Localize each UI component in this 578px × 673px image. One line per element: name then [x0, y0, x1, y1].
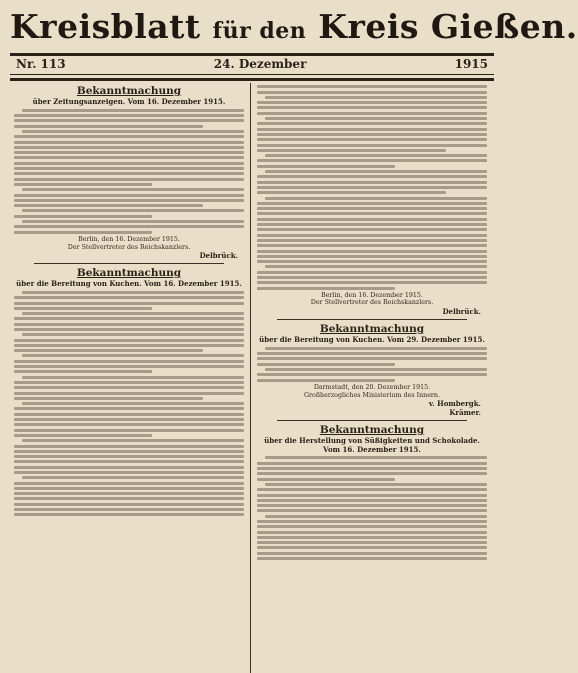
- illegible-text-line: [257, 357, 487, 360]
- notice-title: Bekanntmachung: [319, 424, 425, 437]
- illegible-text-line: [22, 220, 244, 223]
- signature-name: Delbrück.: [442, 307, 481, 317]
- illegible-text-line: [14, 162, 244, 165]
- illegible-text-line: [257, 478, 395, 481]
- illegible-text-line: [14, 471, 244, 474]
- illegible-text-line: [14, 317, 244, 320]
- illegible-text-line: [257, 133, 487, 136]
- masthead-title-main: Kreisblatt: [10, 7, 201, 46]
- illegible-text-line: [265, 197, 487, 200]
- illegible-text-line: [257, 260, 487, 263]
- illegible-text-line: [14, 397, 203, 400]
- notice-separator: [277, 420, 467, 421]
- right-column: [253, 83, 491, 673]
- illegible-text-line: [257, 373, 487, 376]
- illegible-text-line: [257, 281, 487, 284]
- illegible-text-line: [265, 170, 487, 173]
- illegible-text-line: [22, 209, 244, 212]
- signature-place-date: Berlin, den 16. Dezember 1915.: [321, 291, 423, 299]
- illegible-text-line: [257, 186, 487, 189]
- illegible-text-line: [14, 141, 244, 144]
- illegible-text-line: [22, 376, 244, 379]
- illegible-text-line: [257, 352, 487, 355]
- illegible-text-line: [265, 265, 487, 268]
- signature-name: v. Hombergk.: [428, 399, 481, 409]
- illegible-text-line: [14, 135, 244, 138]
- illegible-text-line: [14, 215, 152, 218]
- illegible-text-line: [265, 515, 487, 518]
- illegible-text-line: [257, 239, 487, 242]
- illegible-text-line: [257, 379, 395, 382]
- illegible-text-line: [257, 234, 487, 237]
- illegible-text-line: [257, 212, 487, 215]
- illegible-text-line: [22, 109, 244, 112]
- illegible-text-line: [257, 531, 487, 534]
- illegible-text-line: [257, 504, 487, 507]
- notice-separator: [277, 319, 467, 320]
- illegible-text-line: [14, 429, 244, 432]
- issue-date: 24. Dezember: [213, 57, 307, 71]
- illegible-text-line: [265, 483, 487, 486]
- illegible-text-line: [257, 175, 487, 178]
- column-divider: [250, 83, 251, 673]
- illegible-text-line: [257, 525, 487, 528]
- illegible-text-line: [14, 231, 152, 234]
- issue-year: 1915: [454, 57, 488, 71]
- illegible-text-line: [257, 472, 487, 475]
- illegible-text-line: [14, 381, 244, 384]
- illegible-text-line: [14, 487, 244, 490]
- illegible-text-line: [257, 101, 487, 104]
- illegible-text-line: [257, 509, 487, 512]
- illegible-text-line: [14, 482, 244, 485]
- illegible-text-line: [257, 112, 487, 115]
- illegible-text-line: [22, 439, 244, 442]
- illegible-text-line: [257, 223, 487, 226]
- illegible-text-line: [14, 199, 244, 202]
- issue-line: [10, 56, 494, 72]
- illegible-text-line: [257, 255, 487, 258]
- signature-name: Delbrück.: [199, 251, 238, 261]
- illegible-text-line: [14, 156, 244, 159]
- illegible-text-line: [257, 462, 487, 465]
- illegible-text-line: [22, 402, 244, 405]
- illegible-text-line: [14, 307, 152, 310]
- illegible-text-line: [14, 302, 244, 305]
- notice-body: [14, 109, 244, 234]
- illegible-text-line: [14, 151, 244, 154]
- illegible-text-line: [14, 423, 244, 426]
- signature-place-date: Darmstadt, den 20. Dezember 1915.: [313, 383, 431, 391]
- illegible-text-line: [14, 344, 244, 347]
- issue-number: Nr. 113: [16, 57, 66, 71]
- masthead-title-small: für den: [212, 18, 307, 44]
- signature-role: Der Stellvertreter des Reichskanzlers.: [67, 243, 191, 251]
- illegible-text-line: [257, 202, 487, 205]
- illegible-text-line: [257, 244, 487, 247]
- illegible-text-line: [14, 450, 244, 453]
- notice-title: Bekanntmachung: [76, 267, 182, 280]
- illegible-text-line: [257, 276, 487, 279]
- illegible-text-line: [14, 407, 244, 410]
- illegible-text-line: [257, 144, 487, 147]
- illegible-text-line: [14, 114, 244, 117]
- illegible-text-line: [257, 536, 487, 539]
- illegible-text-line: [257, 552, 487, 555]
- illegible-text-line: [14, 445, 244, 448]
- illegible-text-line: [257, 546, 487, 549]
- illegible-text-line: [14, 183, 152, 186]
- illegible-text-line: [257, 271, 487, 274]
- signature-role: Großherzogliches Ministerium des Innern.: [304, 391, 440, 399]
- illegible-text-line: [257, 165, 395, 168]
- illegible-text-line: [14, 392, 244, 395]
- illegible-text-line: [257, 191, 446, 194]
- signature-place-date: Berlin, den 16. Dezember 1915.: [78, 235, 180, 243]
- notice-heading: über die Bereitung von Kuchen. Vom 16. Dezember 1915.: [16, 279, 242, 289]
- illegible-text-line: [14, 323, 244, 326]
- illegible-text-line: [22, 130, 244, 133]
- illegible-text-line: [257, 128, 487, 131]
- illegible-text-line: [14, 508, 244, 511]
- illegible-text-line: [265, 117, 487, 120]
- illegible-text-line: [257, 488, 487, 491]
- illegible-text-line: [14, 225, 244, 228]
- illegible-text-line: [257, 520, 487, 523]
- illegible-text-line: [22, 312, 244, 315]
- illegible-text-line: [14, 349, 203, 352]
- illegible-text-line: [14, 194, 244, 197]
- illegible-text-line: [257, 85, 487, 88]
- signature-role: Der Stellvertreter des Reichskanzlers.: [310, 299, 434, 307]
- illegible-text-line: [257, 541, 487, 544]
- masthead: [10, 7, 578, 50]
- notice-body: [14, 291, 244, 516]
- issue-rule-top: [10, 74, 494, 75]
- illegible-text-line: [14, 365, 244, 368]
- illegible-text-line: [22, 291, 244, 294]
- illegible-text-line: [14, 455, 244, 458]
- illegible-text-line: [14, 513, 244, 516]
- illegible-text-line: [14, 296, 244, 299]
- illegible-text-line: [257, 159, 487, 162]
- signature-name-secondary: Krämer.: [449, 408, 481, 418]
- illegible-text-line: [14, 204, 203, 207]
- notice-heading: über die Herstellung von Süßigkeiten und Schokolade. Vom 16. Dezember 1915.: [264, 436, 480, 454]
- illegible-text-line: [257, 499, 487, 502]
- illegible-text-line: [14, 328, 244, 331]
- illegible-text-line: [14, 492, 244, 495]
- illegible-text-line: [257, 557, 487, 560]
- notice-heading: über die Bereitung von Kuchen. Vom 29. Dezember 1915.: [259, 335, 485, 345]
- illegible-text-line: [265, 96, 487, 99]
- illegible-text-line: [14, 503, 244, 506]
- notice-separator: [34, 263, 224, 264]
- illegible-text-line: [257, 91, 487, 94]
- illegible-text-line: [257, 228, 487, 231]
- illegible-text-line: [14, 497, 244, 500]
- illegible-text-line: [265, 368, 487, 371]
- illegible-text-line: [14, 434, 152, 437]
- illegible-text-line: [14, 460, 244, 463]
- illegible-text-line: [257, 363, 395, 366]
- illegible-text-line: [22, 188, 244, 191]
- illegible-text-line: [14, 172, 244, 175]
- issue-rule-bottom: [10, 78, 494, 81]
- illegible-text-line: [14, 167, 244, 170]
- notice-title: Bekanntmachung: [76, 85, 182, 97]
- illegible-text-line: [265, 456, 487, 459]
- illegible-text-line: [265, 154, 487, 157]
- illegible-text-line: [14, 418, 244, 421]
- illegible-text-line: [14, 466, 244, 469]
- illegible-text-line: [22, 333, 244, 336]
- illegible-text-line: [257, 494, 487, 497]
- columns: [10, 83, 494, 673]
- notice-body: [257, 456, 487, 560]
- illegible-text-line: [14, 386, 244, 389]
- illegible-text-line: [257, 106, 487, 109]
- illegible-text-line: [257, 138, 487, 141]
- illegible-text-line: [257, 122, 487, 125]
- illegible-text-line: [257, 250, 487, 253]
- illegible-text-line: [14, 370, 152, 373]
- left-column: [10, 83, 248, 673]
- notice-heading: über Zeitungsanzeigen. Vom 16. Dezember 1915.: [32, 97, 226, 106]
- illegible-text-line: [14, 413, 244, 416]
- illegible-text-line: [14, 178, 244, 181]
- illegible-text-line: [14, 360, 244, 363]
- illegible-text-line: [257, 207, 487, 210]
- illegible-text-line: [22, 476, 244, 479]
- illegible-text-line: [257, 467, 487, 470]
- masthead-title-end: Kreis Gießen.: [318, 7, 578, 46]
- illegible-text-line: [14, 125, 203, 128]
- illegible-text-line: [265, 347, 487, 350]
- notice-body: [257, 85, 487, 289]
- illegible-text-line: [14, 146, 244, 149]
- illegible-text-line: [257, 287, 395, 290]
- illegible-text-line: [14, 119, 244, 122]
- illegible-text-line: [257, 181, 487, 184]
- illegible-text-line: [257, 218, 487, 221]
- illegible-text-line: [14, 339, 244, 342]
- illegible-text-line: [22, 354, 244, 357]
- notice-body: [257, 347, 487, 382]
- illegible-text-line: [257, 149, 446, 152]
- notice-title: Bekanntmachung: [319, 323, 425, 336]
